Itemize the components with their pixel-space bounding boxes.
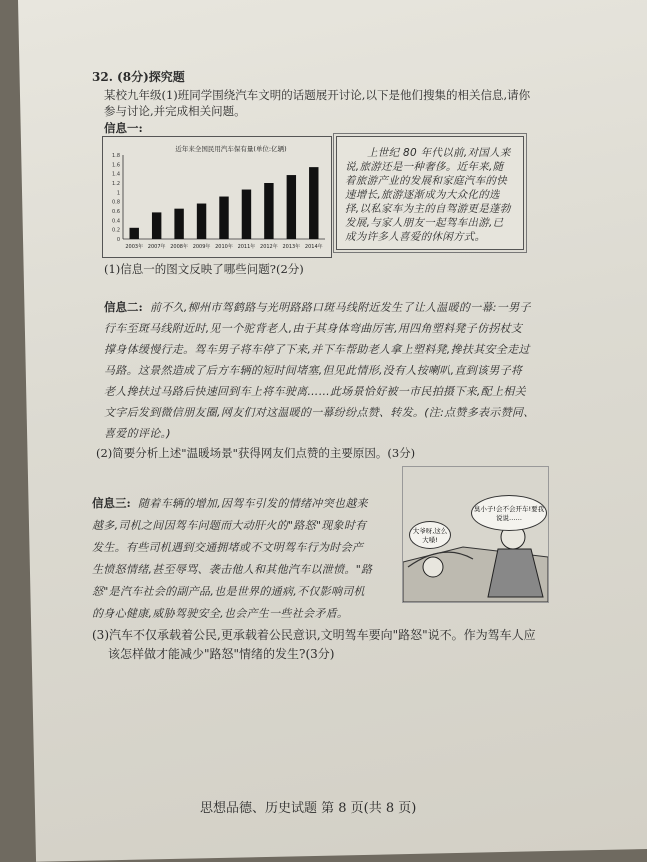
bar — [264, 183, 273, 239]
y-tick-label: 1.2 — [112, 181, 120, 187]
textbox-line: 着旅游产业的发展和家庭汽车的快 — [345, 175, 507, 187]
bar — [130, 228, 139, 239]
info3-line: 越多,司机之间因驾车问题而大动肝火的"路怒"现象时有 — [92, 519, 367, 532]
page-footer: 思想品德、历史试题 第 8 页(共 8 页) — [200, 801, 417, 816]
info2-line: 行车至斑马线附近时,见一个驼背老人,由于其身体弯曲厉害,用四角塑料凳子仿拐杖支 — [104, 322, 523, 335]
y-tick-label: 1.6 — [112, 162, 120, 169]
info3-line: 怒"是汽车社会的副产品,也是世界的通病,不仅影响司机 — [92, 585, 365, 598]
info3-line: 发生。有些司机遇到交通拥堵或不文明驾车行为时会产 — [92, 541, 364, 554]
x-tick-label: 2009年 — [192, 244, 211, 250]
textbox-line: 择,以私家车为主的自驾游更是蓬勃 — [345, 203, 511, 215]
bar — [174, 209, 183, 239]
info1-textbox — [336, 136, 524, 250]
info1-label: 信息一: — [104, 121, 143, 135]
intro-line-1: 某校九年级(1)班同学围绕汽车文明的话题展开讨论,以下是他们搜集的相关信息,请你 — [104, 88, 531, 102]
textbox-line: 成为许多人喜爱的休闲方式。 — [345, 231, 486, 243]
y-tick-label: 0.8 — [112, 199, 120, 206]
info3-line: 的身心健康,威胁驾驶安全,也会产生一些社会矛盾。 — [92, 607, 349, 620]
bar — [219, 197, 228, 239]
info2-line: 撑身体缓慢行走。驾车男子将车停了下来,并下车帮助老人拿上塑料凳,搀扶其安全走过 — [104, 343, 530, 356]
x-tick-label: 2011年 — [237, 244, 256, 250]
y-tick-label: 1.8 — [112, 153, 120, 159]
y-tick-label: 1.4 — [112, 171, 120, 178]
bar-chart-svg — [103, 137, 331, 257]
info3-line: 随着车辆的增加,因驾车引发的情绪冲突也越来 — [138, 497, 368, 510]
bar — [287, 175, 296, 239]
textbox-line: 说,旅游还是一种奢侈。近年来,随 — [345, 161, 504, 173]
x-tick-label: 2014年 — [304, 244, 323, 250]
x-tick-label: 2003年 — [125, 244, 144, 250]
x-tick-label: 2007年 — [147, 244, 166, 250]
info2-line: 文字后发到微信朋友圈,网友们对这温暖的一幕纷纷点赞、转发。(注:点赞多表示赞同、 — [104, 406, 535, 419]
chart-title: 近年来全国民用汽车保有量(单位:亿辆) — [175, 145, 287, 153]
question-1: (1)信息一的图文反映了哪些问题?(2分) — [104, 262, 304, 276]
info2-label: 信息二: — [104, 300, 143, 314]
question-number-title: 32. (8分)探究题 — [92, 70, 185, 84]
x-tick-label: 2013年 — [282, 244, 301, 250]
car-ownership-chart — [102, 136, 332, 258]
question-2: (2)简要分析上述"温暖场景"获得网友们点赞的主要原因。(3分) — [96, 446, 416, 460]
textbox-line: 发展,与家人朋友一起驾车出游,已 — [345, 217, 504, 229]
question-3-line-1: (3)汽车不仅承载着公民,更承载着公民意识,文明驾车要向"路怒"说不。作为驾车人应 — [92, 628, 536, 642]
speech-bubble-right: 臭小子!会不会开车!要我说说…… — [471, 495, 547, 531]
speech-bubble-left: 大爷呀,这么大嗓! — [409, 521, 451, 549]
textbox-line: 上世纪 80 年代以前,对国人来 — [367, 147, 511, 159]
info2-line: 前不久,柳州市驾鹤路与光明路路口斑马线附近发生了让人温暖的一幕:一男子 — [150, 301, 531, 314]
x-tick-label: 2010年 — [215, 244, 233, 250]
info3-line: 生愤怒情绪,甚至辱骂、袭击他人和其他汽车以泄愤。"路 — [92, 563, 373, 576]
info2-line: 喜爱的评论。) — [104, 427, 171, 440]
bar — [197, 204, 206, 239]
textbox-line: 速增长,旅游逐渐成为大众化的选 — [345, 189, 500, 201]
question-3-line-2: 该怎样做才能减少"路怒"情绪的发生?(3分) — [108, 647, 335, 661]
intro-line-2: 参与讨论,并完成相关问题。 — [104, 104, 246, 118]
road-rage-cartoon — [402, 466, 549, 603]
x-tick-label: 2012年 — [260, 244, 278, 250]
y-tick-label: 0.6 — [112, 209, 120, 215]
y-tick-label: 0.4 — [112, 218, 120, 225]
bar — [152, 212, 161, 239]
bar — [309, 167, 318, 239]
y-tick-label: 0 — [116, 237, 120, 243]
bar — [242, 190, 251, 239]
y-tick-label: 1 — [116, 190, 120, 197]
info3-label: 信息三: — [92, 496, 131, 510]
x-tick-label: 2008年 — [170, 244, 188, 250]
y-tick-label: 0.2 — [112, 227, 120, 234]
info2-line: 马路。这景然造成了后方车辆的短时间堵塞,但见此情形,没有人按喇叭,直到该男子将 — [104, 364, 523, 377]
info2-line: 老人搀扶过马路后快速回到车上将车驶离……此场景恰好被一市民拍摄下来,配上相关 — [104, 385, 526, 398]
